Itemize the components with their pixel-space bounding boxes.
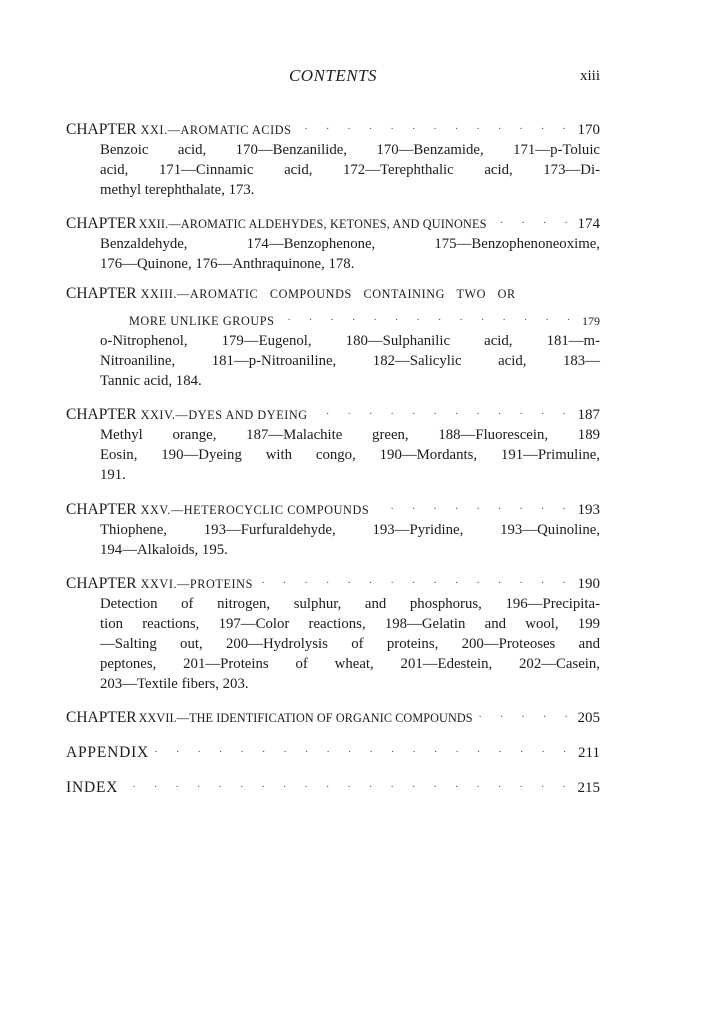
index-label: INDEX [66, 779, 119, 797]
index-heading [66, 772, 600, 799]
running-head [66, 66, 600, 90]
chapter-page: 174 [577, 216, 600, 233]
appendix-page: 211 [578, 745, 600, 762]
description-line: Eosin, 190—Dyeing with congo, 190—Mordants, 191—Primuline, [100, 447, 600, 464]
chapter-title: XXI.—AROMATIC ACIDS [140, 123, 292, 137]
chapter-description [100, 141, 600, 200]
description-line: Benzoic acid, 170—Benzanilide, 170—Benzamide, 171—p-Toluic [100, 142, 600, 158]
chapter-label: CHAPTER [66, 500, 137, 518]
chapter-entry-xxiv [66, 399, 600, 485]
chapter-heading [66, 114, 600, 141]
chapter-label: CHAPTER [66, 215, 137, 233]
description-line: Thiophene, 193—Furfuraldehyde, 193—Pyridine, 193—Quinoline, [100, 521, 600, 538]
chapter-entry-xxv [66, 494, 600, 561]
chapter-page: 170 [577, 122, 600, 138]
chapter-heading [66, 702, 600, 729]
chapter-title-continued [66, 305, 600, 332]
dot-leader [296, 114, 574, 134]
index-page: 215 [577, 780, 600, 797]
appendix-entry [66, 737, 600, 764]
chapter-description [100, 332, 600, 391]
contents-list [66, 114, 600, 807]
description-line: peptones, 201—Proteins of wheat, 201—Edestein, 202—Casein, [100, 655, 600, 672]
chapter-title: XXIV.—DYES AND DYEING [140, 408, 308, 423]
dot-leader [279, 305, 578, 325]
chapter-description [100, 521, 600, 561]
description-line: 176—Quinone, 176—Anthraquinone, 178. [100, 256, 355, 273]
description-line: Detection of nitrogen, sulphur, and phosphorus, 196—Precipita- [100, 596, 600, 613]
description-line: tion reactions, 197—Color reactions, 198—Gelatin and wool, 199 [100, 616, 600, 633]
chapter-page: 193 [577, 501, 600, 518]
chapter-label: CHAPTER [66, 121, 137, 138]
chapter-description [100, 235, 600, 275]
dot-leader [257, 568, 574, 588]
chapter-title: XXVII.—THE IDENTIFICATION OF ORGANIC COMPOUNDS [138, 711, 473, 726]
chapter-heading [66, 208, 600, 235]
description-line: 203—Textile fibers, 203. [100, 675, 249, 692]
chapter-heading [66, 399, 600, 426]
chapter-label: CHAPTER [66, 406, 137, 424]
description-line: 194—Alkaloids, 195. [100, 541, 228, 558]
index-entry [66, 772, 600, 799]
appendix-heading [66, 737, 600, 764]
chapter-title: XXV.—HETEROCYCLIC COMPOUNDS [140, 502, 370, 517]
chapter-page: 179 [582, 313, 600, 328]
description-line: o-Nitrophenol, 179—Eugenol, 180—Sulphanilic acid, 181—m- [100, 332, 600, 349]
chapter-description [100, 426, 600, 485]
dot-leader [373, 494, 573, 514]
description-line: —Salting out, 200—Hydrolysis of proteins, 200—Proteoses and [100, 635, 600, 652]
appendix-label: APPENDIX [66, 744, 150, 762]
dot-leader [475, 702, 576, 722]
chapter-page: 205 [577, 710, 600, 727]
chapter-title: XXII.—AROMATIC ALDEHYDES, KETONES, AND QUINONES [138, 217, 487, 232]
chapter-entry-xxiii [66, 283, 600, 391]
chapter-heading [66, 568, 600, 595]
chapter-label: CHAPTER [66, 709, 137, 727]
chapter-heading [66, 283, 600, 305]
chapter-page: 190 [577, 576, 600, 593]
chapter-heading [66, 494, 600, 521]
description-line: Nitroaniline, 181—p-Nitroaniline, 182—Salicylic acid, 183— [100, 352, 600, 369]
chapter-title: XXIII.—AROMATIC COMPOUNDS CONTAINING TWO OR [140, 286, 516, 301]
description-line: Methyl orange, 187—Malachite green, 188—Fluorescein, 189 [100, 427, 600, 444]
chapter-title-cont-text: MORE UNLIKE GROUPS [129, 313, 275, 328]
dot-leader [312, 399, 574, 419]
dot-leader [489, 208, 576, 228]
dot-leader [153, 737, 574, 757]
description-line: 191. [100, 466, 126, 483]
page-number: xiii [579, 68, 600, 84]
description-line: Benzaldehyde, 174—Benzophenone, 175—Benzophenoneoxime, [100, 236, 600, 253]
chapter-entry-xxii [66, 208, 600, 275]
chapter-entry-xxi [66, 114, 600, 200]
description-line: Tannic acid, 184. [100, 372, 202, 389]
page-title: CONTENTS [288, 66, 378, 85]
description-line: methyl terephthalate, 173. [100, 181, 255, 198]
chapter-description [100, 595, 600, 694]
chapter-entry-xxvii [66, 702, 600, 729]
chapter-title: XXVI.—PROTEINS [140, 577, 253, 592]
chapter-label: CHAPTER [66, 284, 137, 302]
description-line: acid, 171—Cinnamic acid, 172—Terephthalic acid, 173—Di- [100, 161, 600, 178]
chapter-page: 187 [577, 407, 600, 424]
chapter-entry-xxvi [66, 568, 600, 694]
dot-leader [122, 772, 573, 792]
chapter-label: CHAPTER [66, 575, 137, 593]
